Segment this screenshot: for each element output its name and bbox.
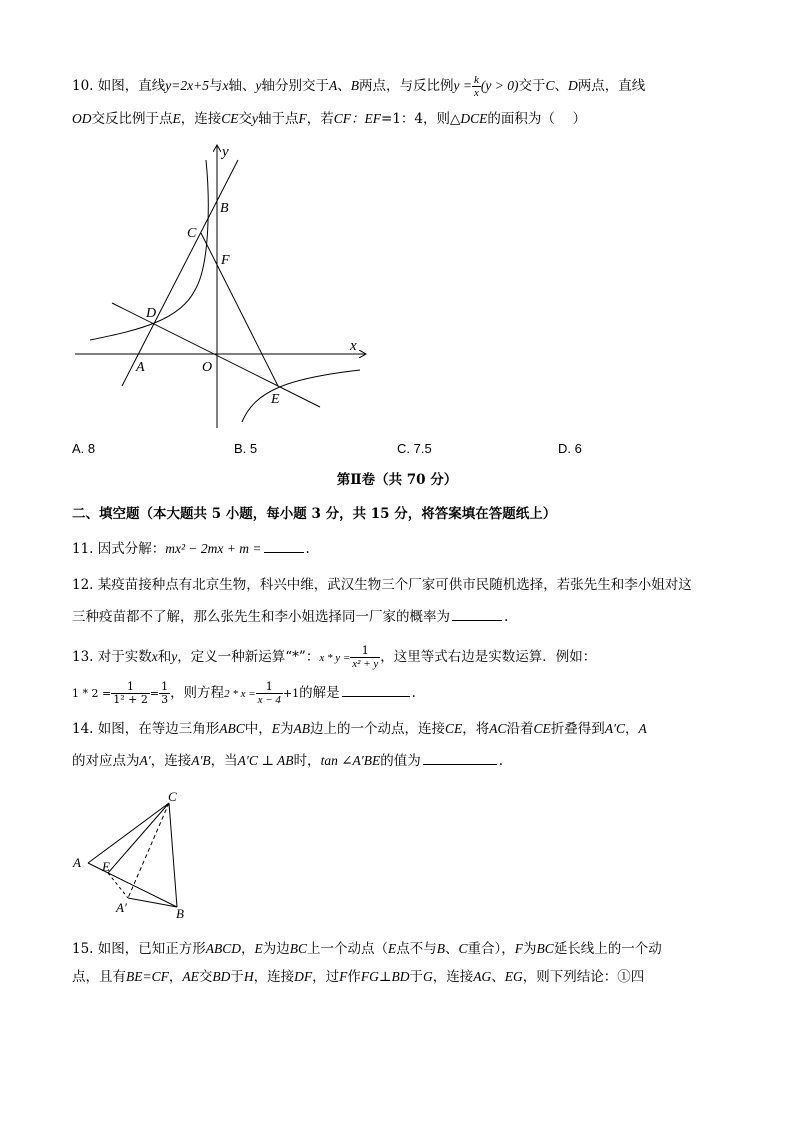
label-c: C [168,789,177,804]
q12-answer-blank[interactable] [452,608,502,621]
q15-line1: 15. 如图，已知正方形ABCD，E为边BC上一个动点（E点不与B、C重合），F为BC延长线上的一个动 [72,941,662,957]
label-c: C [187,226,197,241]
side-cb [169,803,177,907]
k-over-x-fraction: $\frac{k}{x}$ [473,74,479,99]
q13-line2: 1 * 2 = $\frac{1}{\text{1² + 2}}$ = $\frac{1}{3}$ ，则方程2 * x = $\frac{1}{x - 4}$ +1的解是 . [72,680,416,706]
segment-apb [128,898,177,907]
side-ac [88,803,169,863]
choice-b[interactable]: B. 5 [234,441,258,456]
line-ce [201,233,278,386]
line-de [112,303,320,407]
q10-line2: OD交反比例于点E，连接CE交y轴于点F，若CF：EF=1：4，则△DCE的面积为（ ） [72,111,587,127]
q14-line2: 的对应点为A′，连接A′B，当A′C ⊥ AB时，tan ∠A′BE的值为 . [72,753,503,769]
choice-d[interactable]: D. 6 [558,441,582,456]
choice-a[interactable]: A. 8 [72,441,96,456]
segment-ape [108,873,128,898]
label-b: B [220,201,229,216]
q10-line1: 10. 如图，直线y=2x+5与x轴、y轴分别交于A、B两点，与反比例y = $\frac{k}{x}$ (y > 0)交于C、D两点，直线 [72,74,646,99]
label-a: A [136,360,145,375]
q13-def-fraction: $\frac{1}{\text{x² + y}}$ [352,644,379,670]
q13-example-fraction: $\frac{1}{\text{1² + 2}}$ [113,680,148,706]
label-e: E [102,859,110,874]
q12-line2: 三种疫苗都不了解，那么张先生和李小姐选择同一厂家的概率为 . [72,609,509,625]
label-f: F [221,253,230,268]
hyperbola-branch-lower [242,370,360,422]
section-title: 第Ⅱ卷（共 70 分） [336,472,458,488]
section-part2-heading: 二、填空题（本大题共 5 小题，每小题 3 分，共 15 分，将答案填在答题纸上） [72,506,557,522]
label-d: D [146,306,157,321]
q14-answer-blank[interactable] [423,752,497,765]
label-y: y [222,144,229,160]
label-b: B [176,906,184,921]
q13-line1: 13. 对于实数x和y，定义一种新运算“*”：x * y = $\frac{1}{\text{x² + y}}$ ，这里等式右边是实数运算．例如： [72,644,597,670]
label-o: O [202,360,213,375]
segment-ce [108,803,169,873]
label-e: E [271,392,280,407]
q11-line: 11. 因式分解：mx² − 2mx + m = . [72,541,310,557]
q12-line1: 12. 某疫苗接种点有北京生物，科兴中维，武汉生物三个厂家可供市民随机选择，若张先生和李小姐对这 [72,577,692,593]
q10-figure [70,140,380,435]
q14-figure [68,788,198,923]
label-a: A [73,855,81,870]
q11-answer-blank[interactable] [264,540,304,553]
label-x: x [350,338,357,354]
q13-answer-blank[interactable] [342,684,410,697]
label-ap: A′ [116,900,127,915]
segment-apc [128,803,169,898]
choice-c[interactable]: C. 7.5 [397,441,432,456]
q13-equation-fraction: $\frac{1}{x - 4}$ [257,680,281,706]
q15-line2: 点，且有BE=CF，AE交BD于H，连接DF，过F作FG⊥BD于G，连接AG、EG，则下列结论：①四 [72,969,645,985]
q14-line1: 14. 如图，在等边三角形ABC中，E为AB边上的一个动点，连接CE，将AC沿着CE折叠得到A′C，A [72,721,647,737]
q13-example-result: $\frac{1}{3}$ [161,680,169,706]
